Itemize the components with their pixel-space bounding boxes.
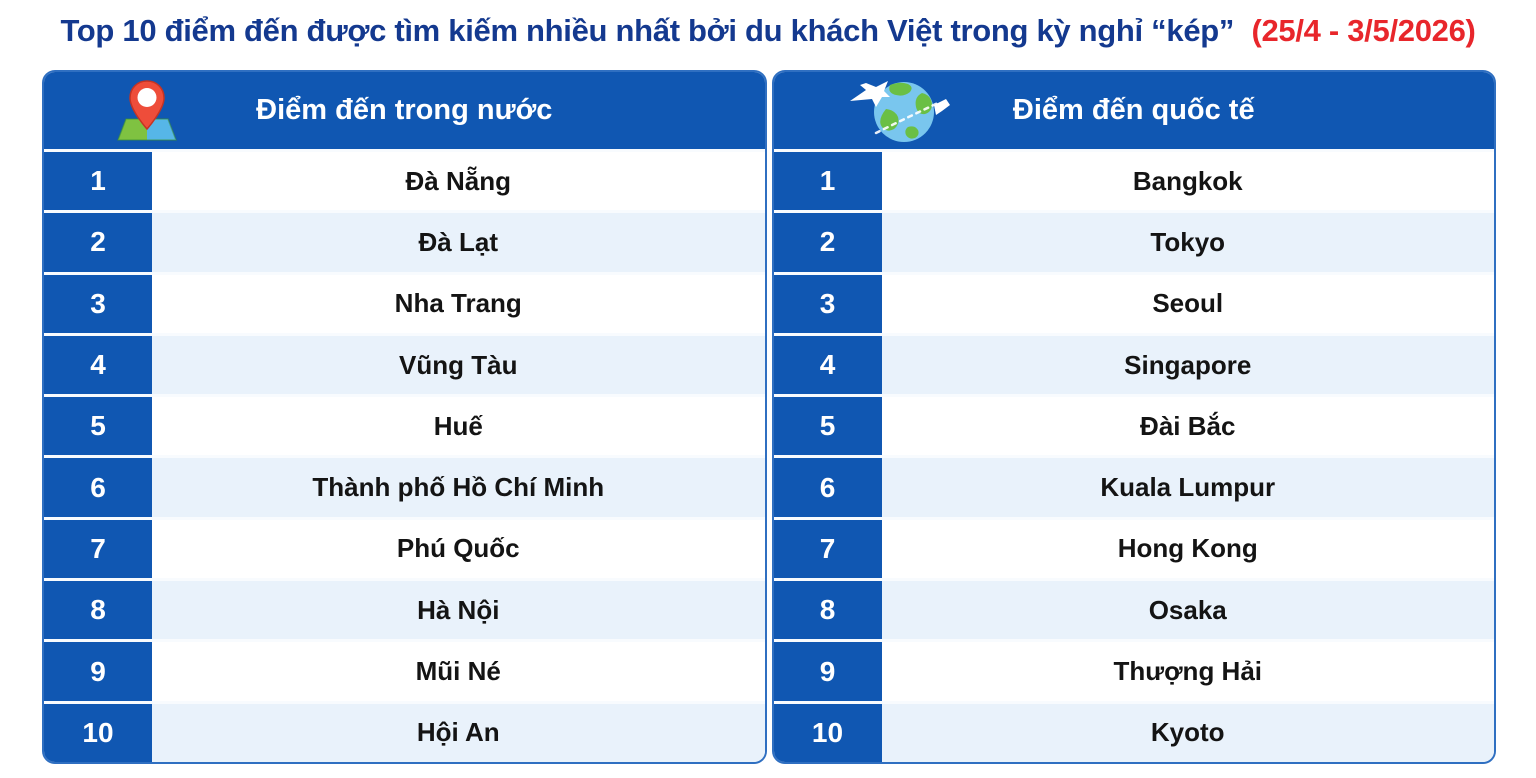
destination-cell: Phú Quốc (152, 520, 765, 578)
table-row (774, 333, 1495, 394)
destination-cell: Thành phố Hồ Chí Minh (152, 458, 765, 516)
destination-cell: Đà Nẵng (152, 152, 765, 210)
destination-cell: Singapore (882, 336, 1495, 394)
destination-cell: Mũi Né (152, 642, 765, 700)
table-row (774, 210, 1495, 271)
table-row (774, 701, 1495, 762)
rank-cell: 1 (774, 152, 882, 210)
globe-plane-icon (846, 75, 954, 147)
international-destinations-table (772, 70, 1497, 764)
table-row (44, 272, 765, 333)
table-row (774, 272, 1495, 333)
table-row (44, 210, 765, 271)
table-row (44, 149, 765, 210)
rank-cell: 9 (774, 642, 882, 700)
rank-cell: 5 (44, 397, 152, 455)
international-header-label: Điểm đến quốc tế (1012, 94, 1255, 126)
international-table-body (774, 149, 1495, 762)
domestic-destinations-table (42, 70, 767, 764)
rank-cell: 5 (774, 397, 882, 455)
destination-cell: Kyoto (882, 704, 1495, 762)
table-row (774, 517, 1495, 578)
rank-cell: 3 (774, 275, 882, 333)
table-row (44, 578, 765, 639)
table-row (44, 701, 765, 762)
international-table-header (774, 72, 1495, 149)
map-pin-icon (116, 75, 178, 147)
rank-cell: 3 (44, 275, 152, 333)
rank-cell: 7 (774, 520, 882, 578)
rank-cell: 2 (44, 213, 152, 271)
title-main: Top 10 điểm đến được tìm kiếm nhiều nhất bởi du khách Việt trong kỳ nghỉ “kép” (60, 13, 1235, 48)
page-title (0, 0, 1536, 49)
destination-cell: Bangkok (882, 152, 1495, 210)
destination-cell: Kuala Lumpur (882, 458, 1495, 516)
destination-cell: Hội An (152, 704, 765, 762)
table-row (44, 517, 765, 578)
destination-cell: Thượng Hải (882, 642, 1495, 700)
rank-cell: 8 (44, 581, 152, 639)
destination-cell: Hong Kong (882, 520, 1495, 578)
rank-cell: 10 (44, 704, 152, 762)
destination-cell: Tokyo (882, 213, 1495, 271)
rank-cell: 7 (44, 520, 152, 578)
domestic-table-header (44, 72, 765, 149)
destination-cell: Vũng Tàu (152, 336, 765, 394)
table-row (774, 578, 1495, 639)
rank-cell: 2 (774, 213, 882, 271)
table-row (774, 394, 1495, 455)
table-row (44, 333, 765, 394)
rank-cell: 4 (774, 336, 882, 394)
rank-cell: 4 (44, 336, 152, 394)
destination-cell: Hà Nội (152, 581, 765, 639)
rank-cell: 6 (774, 458, 882, 516)
rank-cell: 8 (774, 581, 882, 639)
domestic-header-label: Điểm đến trong nước (256, 94, 553, 126)
rank-cell: 10 (774, 704, 882, 762)
ranking-tables (42, 70, 1496, 764)
domestic-table-body (44, 149, 765, 762)
destination-cell: Osaka (882, 581, 1495, 639)
destination-cell: Seoul (882, 275, 1495, 333)
table-row (774, 455, 1495, 516)
table-row (774, 639, 1495, 700)
rank-cell: 1 (44, 152, 152, 210)
table-row (774, 149, 1495, 210)
destination-cell: Huế (152, 397, 765, 455)
rank-cell: 9 (44, 642, 152, 700)
title-date-range: (25/4 - 3/5/2026) (1251, 13, 1476, 48)
table-row (44, 394, 765, 455)
destination-cell: Nha Trang (152, 275, 765, 333)
destination-cell: Đài Bắc (882, 397, 1495, 455)
destination-cell: Đà Lạt (152, 213, 765, 271)
table-row (44, 455, 765, 516)
rank-cell: 6 (44, 458, 152, 516)
table-row (44, 639, 765, 700)
